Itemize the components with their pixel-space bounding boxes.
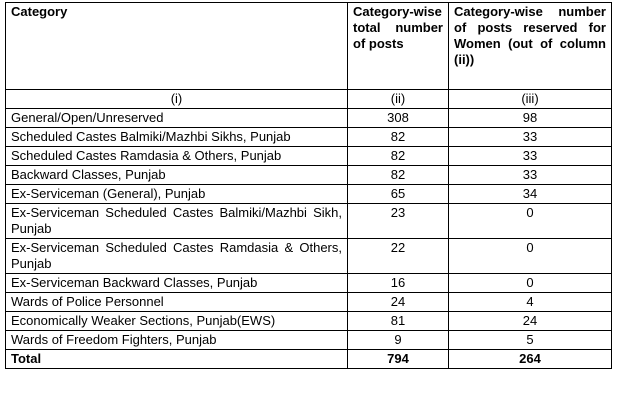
row-total: 16 — [348, 274, 449, 293]
row-women: 33 — [449, 166, 612, 185]
reservation-table — [5, 2, 612, 369]
table-row — [6, 274, 612, 293]
row-category: Ex-Serviceman Scheduled Castes Balmiki/Mazhbi Sikh, Punjab — [6, 204, 348, 239]
index-col-3: (iii) — [449, 90, 612, 109]
total-row — [6, 350, 612, 369]
row-total: 82 — [348, 166, 449, 185]
table-row — [6, 204, 612, 239]
header-total-posts: Category-wise total number of posts — [348, 3, 449, 90]
row-category: General/Open/Unreserved — [6, 109, 348, 128]
row-total: 9 — [348, 331, 449, 350]
reservation-table-container — [5, 2, 612, 369]
table-row — [6, 331, 612, 350]
row-category: Ex-Serviceman Backward Classes, Punjab — [6, 274, 348, 293]
header-women-posts: Category-wise number of posts reserved for Women (out of column (ii)) — [449, 3, 612, 90]
row-total: 24 — [348, 293, 449, 312]
table-row — [6, 312, 612, 331]
row-total: 308 — [348, 109, 449, 128]
index-col-1: (i) — [6, 90, 348, 109]
table-row — [6, 128, 612, 147]
row-total: 22 — [348, 239, 449, 274]
row-women: 33 — [449, 128, 612, 147]
row-category: Backward Classes, Punjab — [6, 166, 348, 185]
table-row — [6, 147, 612, 166]
total-women-value: 264 — [449, 350, 612, 369]
row-women: 98 — [449, 109, 612, 128]
row-category: Economically Weaker Sections, Punjab(EWS) — [6, 312, 348, 331]
index-row — [6, 90, 612, 109]
row-women: 34 — [449, 185, 612, 204]
table-row — [6, 109, 612, 128]
row-category: Wards of Freedom Fighters, Punjab — [6, 331, 348, 350]
total-label: Total — [6, 350, 348, 369]
total-posts-value: 794 — [348, 350, 449, 369]
row-category: Wards of Police Personnel — [6, 293, 348, 312]
header-category: Category — [6, 3, 348, 90]
row-total: 81 — [348, 312, 449, 331]
row-category: Ex-Serviceman Scheduled Castes Ramdasia & Others, Punjab — [6, 239, 348, 274]
row-women: 0 — [449, 274, 612, 293]
row-women: 4 — [449, 293, 612, 312]
table-row — [6, 293, 612, 312]
index-col-2: (ii) — [348, 90, 449, 109]
row-total: 82 — [348, 147, 449, 166]
row-category: Scheduled Castes Ramdasia & Others, Punjab — [6, 147, 348, 166]
row-women: 24 — [449, 312, 612, 331]
row-total: 23 — [348, 204, 449, 239]
row-women: 5 — [449, 331, 612, 350]
row-category: Scheduled Castes Balmiki/Mazhbi Sikhs, Punjab — [6, 128, 348, 147]
row-women: 0 — [449, 239, 612, 274]
header-row — [6, 3, 612, 90]
row-total: 82 — [348, 128, 449, 147]
table-row — [6, 166, 612, 185]
row-total: 65 — [348, 185, 449, 204]
table-row — [6, 239, 612, 274]
row-category: Ex-Serviceman (General), Punjab — [6, 185, 348, 204]
row-women: 0 — [449, 204, 612, 239]
table-row — [6, 185, 612, 204]
row-women: 33 — [449, 147, 612, 166]
